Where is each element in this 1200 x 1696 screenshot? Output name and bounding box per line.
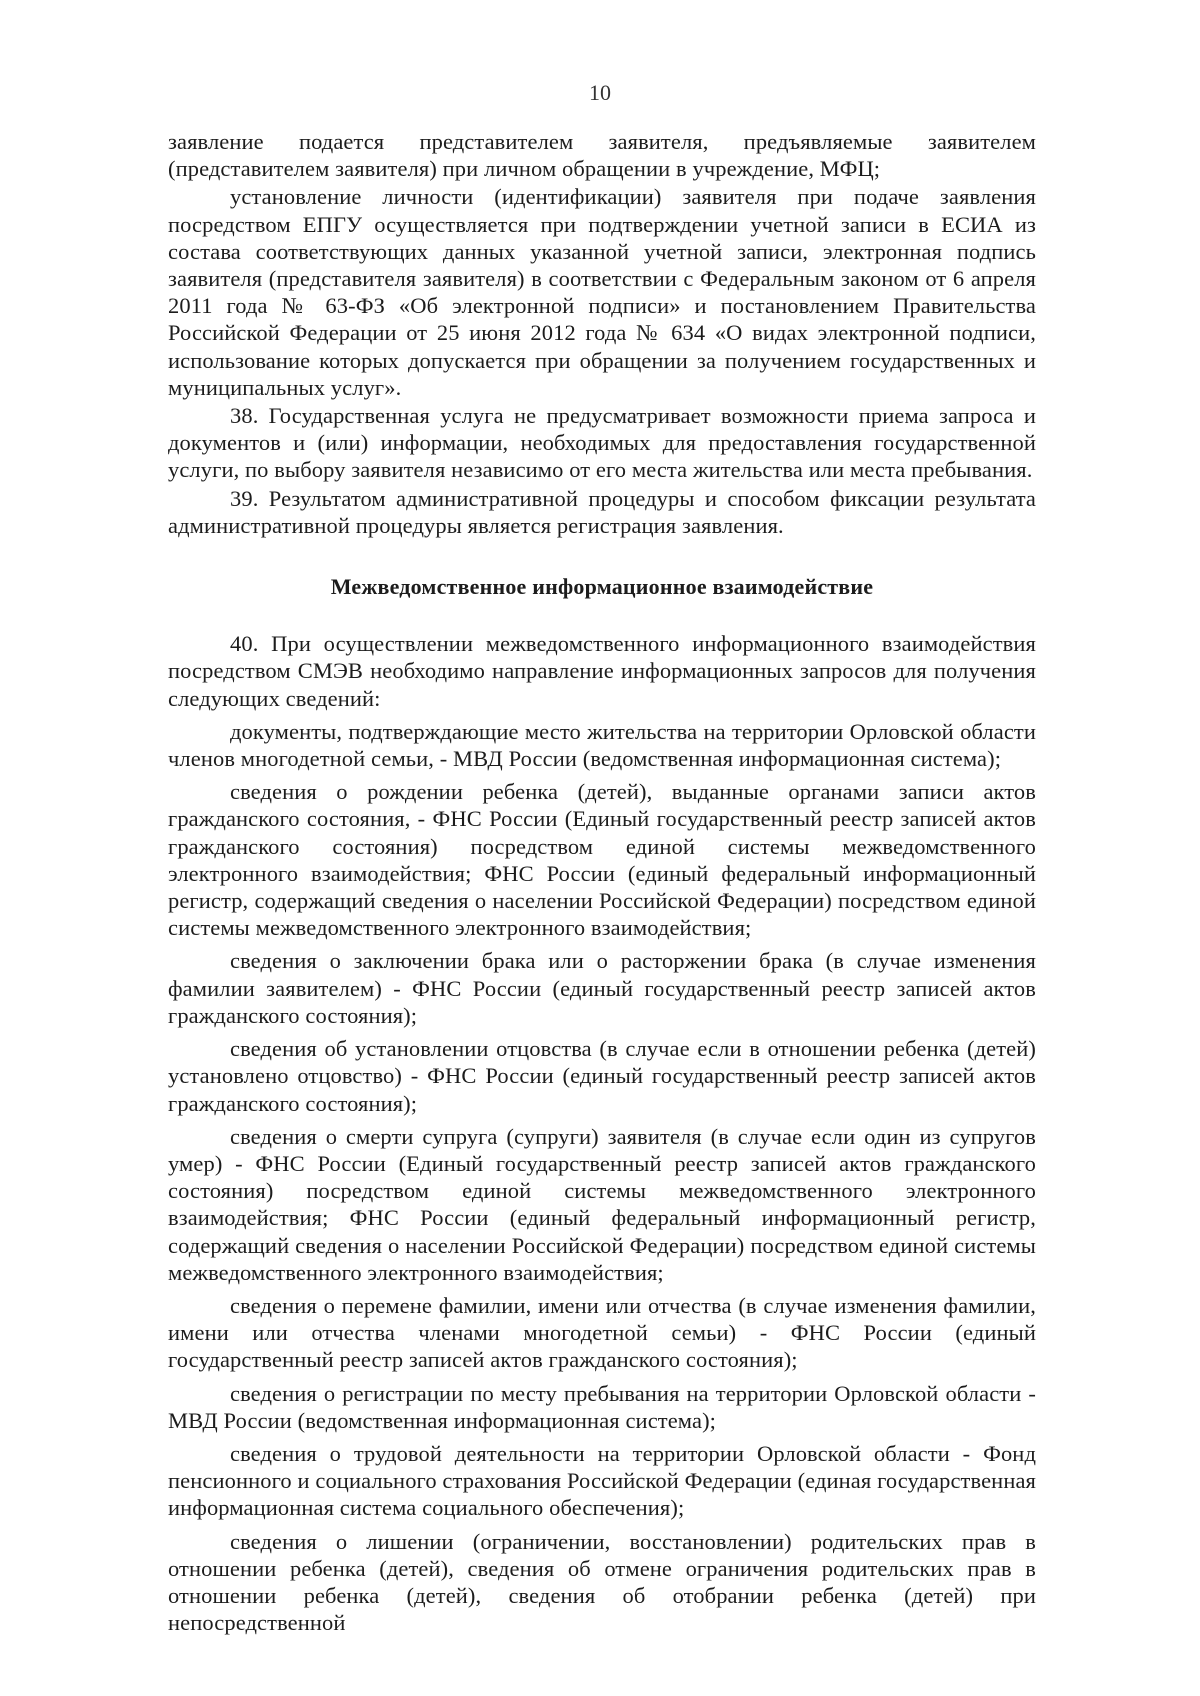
paragraph-38: 38. Государственная услуга не предусматривает возможности приема запроса и документов и (или) информации, необходимых для предоставления государственной услуги, по выбору заявителя независимо от его места жительства или места пребывания. xyxy=(168,403,1036,483)
paragraph-39: 39. Результатом административной процедуры и способом фиксации результата административной процедуры является регистрация заявления. xyxy=(168,485,1036,538)
list-item: сведения о смерти супруга (супруги) заявителя (в случае если один из супругов умер) - ФНС России (Единый государственный реестр записей актов гражданского состояния) посредством единой системы межведомственного электронного взаимодействия; ФНС России (единый федеральный информационный регистр, содержащий сведения о населении Российской Федерации) посредством единой системы межведомственного электронного взаимодействия; xyxy=(168,1123,1036,1285)
paragraph-identification: установление личности (идентификации) заявителя при подаче заявления посредством ЕПГУ осуществляется при подтверждении учетной записи в ЕСИА из состава соответствующих данных указанной учетной записи, электронная подпись заявителя (представителя заявителя) в соответствии с Федеральным законом от 6 апреля 2011 года № 63-ФЗ «Об электронной подписи» и постановлением Правительства Российской Федерации от 25 июня 2012 года № 634 «О видах электронной подписи, использование которых допускается при обращении за получением государственных и муниципальных услуг». xyxy=(168,184,1036,400)
list-item: документы, подтверждающие место жительства на территории Орловской области членов многодетной семьи, - МВД России (ведомственная информационная система); xyxy=(168,718,1036,772)
paragraph-continuation: заявление подается представителем заявителя, предъявляемые заявителем (представителем заявителя) при личном обращении в учреждение, МФЦ; xyxy=(168,129,1036,182)
section-heading: Межведомственное информационное взаимодействие xyxy=(330,574,874,600)
page-number: 10 xyxy=(589,80,611,105)
list-item: сведения о трудовой деятельности на территории Орловской области - Фонд пенсионного и социального страхования Российской Федерации (единая государственная информационная система социального обеспечения); xyxy=(168,1440,1036,1521)
list-item: сведения о рождении ребенка (детей), выданные органами записи актов гражданского состояния, - ФНС России (Единый государственный реестр записей актов гражданского состояния) посредством единой системы межведомственного электронного взаимодействия; ФНС России (единый федеральный информационный регистр, содержащий сведения о населении Российской Федерации) посредством единой системы межведомственного электронного взаимодействия; xyxy=(168,779,1036,941)
list-item: сведения о заключении брака или о расторжении брака (в случае изменения фамилии заявителем) - ФНС России (единый государственный реестр записей актов гражданского состояния); xyxy=(168,948,1036,1028)
list-item: сведения о перемене фамилии, имени или отчества (в случае изменения фамилии, имени или отчества членами многодетной семьи) - ФНС России (единый государственный реестр записей актов гражданского состояния); xyxy=(168,1292,1036,1373)
list-item: сведения о лишении (ограничении, восстановлении) родительских прав в отношении ребенка (детей), сведения об отмене ограничения родительских прав в отношении ребенка (детей), сведения об отобрании ребенка (детей) при непосредственной xyxy=(168,1528,1036,1636)
list-item: сведения об установлении отцовства (в случае если в отношении ребенка (детей) установлено отцовство) - ФНС России (единый государственный реестр записей актов гражданского состояния); xyxy=(168,1036,1036,1116)
paragraph-40-intro: 40. При осуществлении межведомственного информационного взаимодействия посредством СМЭВ необходимо направление информационных запросов для получения следующих сведений: xyxy=(168,631,1036,711)
document-body xyxy=(168,128,1036,1637)
list-item: сведения о регистрации по месту пребывания на территории Орловской области - МВД России (ведомственная информационная система); xyxy=(168,1380,1036,1433)
